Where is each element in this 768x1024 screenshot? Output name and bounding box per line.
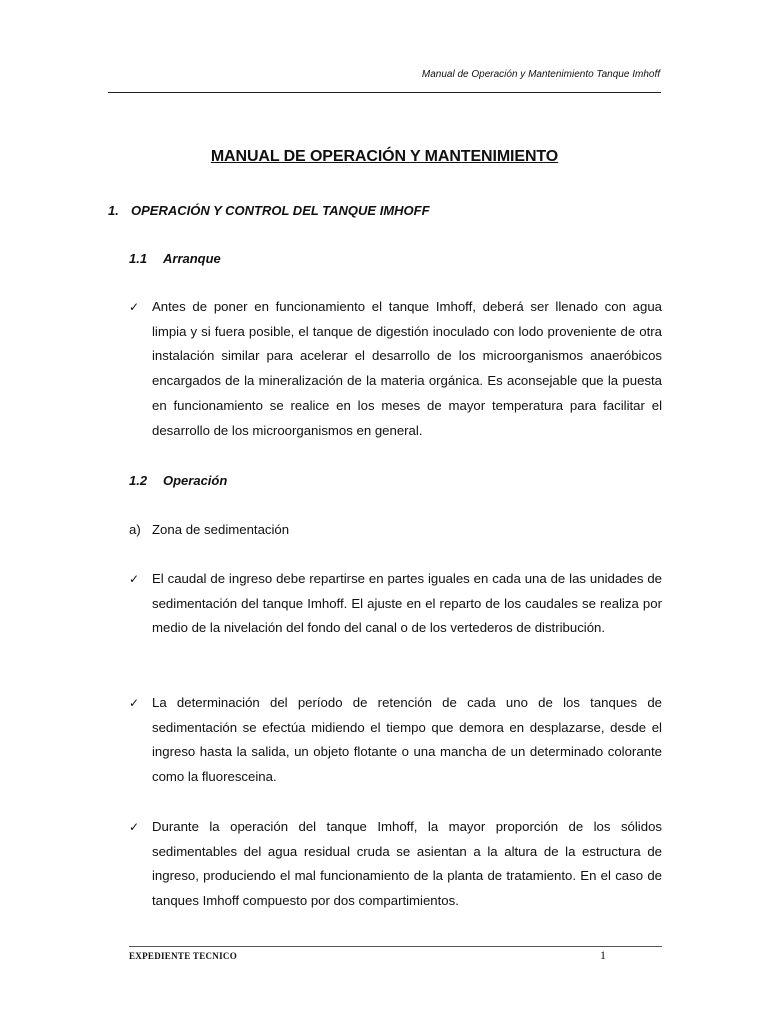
paragraph-text: La determinación del período de retención de cada uno de los tanques de sedimentación se efectúa midiendo el tiempo que demora en desplazarse, desde el ingreso hasta la salida, un objeto flotante o una mancha de un determinado colorante como la fluoresceina. — [152, 695, 662, 785]
checkmark-icon: ✓ — [129, 572, 140, 586]
checkmark-icon: ✓ — [129, 696, 140, 710]
checkmark-icon: ✓ — [129, 300, 140, 314]
subsection-title: Arranque — [163, 251, 221, 266]
header-divider — [108, 92, 661, 93]
footer-divider — [129, 946, 662, 947]
subsection-number: 1.1 — [129, 251, 148, 266]
subsection-number: 1.2 — [129, 473, 148, 488]
checkmark-icon: ✓ — [129, 820, 140, 834]
bullet-paragraph — [129, 567, 662, 641]
running-header: Manual de Operación y Mantenimiento Tanque Imhoff — [421, 69, 660, 80]
subsection-heading-1-1 — [129, 251, 221, 266]
section-number: 1. — [108, 203, 119, 218]
list-item-text: Zona de sedimentación — [152, 522, 290, 537]
section-heading-1 — [108, 203, 430, 218]
paragraph-text: Antes de poner en funcionamiento el tanque Imhoff, deberá ser llenado con agua limpia y si fuera posible, el tanque de digestión inoculado con lodo proveniente de otra instalación similar para acelerar el desarrollo de los microorganismos anaeróbicos encargados de la mineralización de la materia orgánica. Es aconsejable que la puesta en funcionamiento se realice en los meses de mayor temperatura para facilitar el desarrollo de los microorganismos en general. — [152, 299, 662, 438]
list-item-a — [129, 522, 289, 537]
list-letter: a) — [129, 522, 141, 537]
paragraph-text: Durante la operación del tanque Imhoff, la mayor proporción de los sólidos sedimentables del agua residual cruda se asientan a la altura de la estructura de ingreso, produciendo el mal funcionamiento de la planta de tratamiento. En el caso de tanques Imhoff compuesto por dos compartimientos. — [152, 819, 662, 909]
footer-label: EXPEDIENTE TECNICO — [129, 951, 238, 961]
subsection-title: Operación — [163, 473, 228, 488]
bullet-paragraph — [129, 295, 662, 443]
bullet-paragraph — [129, 815, 662, 914]
section-title: OPERACIÓN Y CONTROL DEL TANQUE IMHOFF — [131, 203, 430, 218]
paragraph-text: El caudal de ingreso debe repartirse en partes iguales en cada una de las unidades de sedimentación del tanque Imhoff. El ajuste en el reparto de los caudales se realiza por medio de la nivelación del fondo del canal o de los vertederos de distribución. — [152, 571, 662, 636]
bullet-paragraph — [129, 691, 662, 790]
document-title: MANUAL DE OPERACIÓN Y MANTENIMIENTO — [210, 148, 559, 165]
subsection-heading-1-2 — [129, 473, 227, 488]
page-number: 1 — [600, 948, 606, 962]
